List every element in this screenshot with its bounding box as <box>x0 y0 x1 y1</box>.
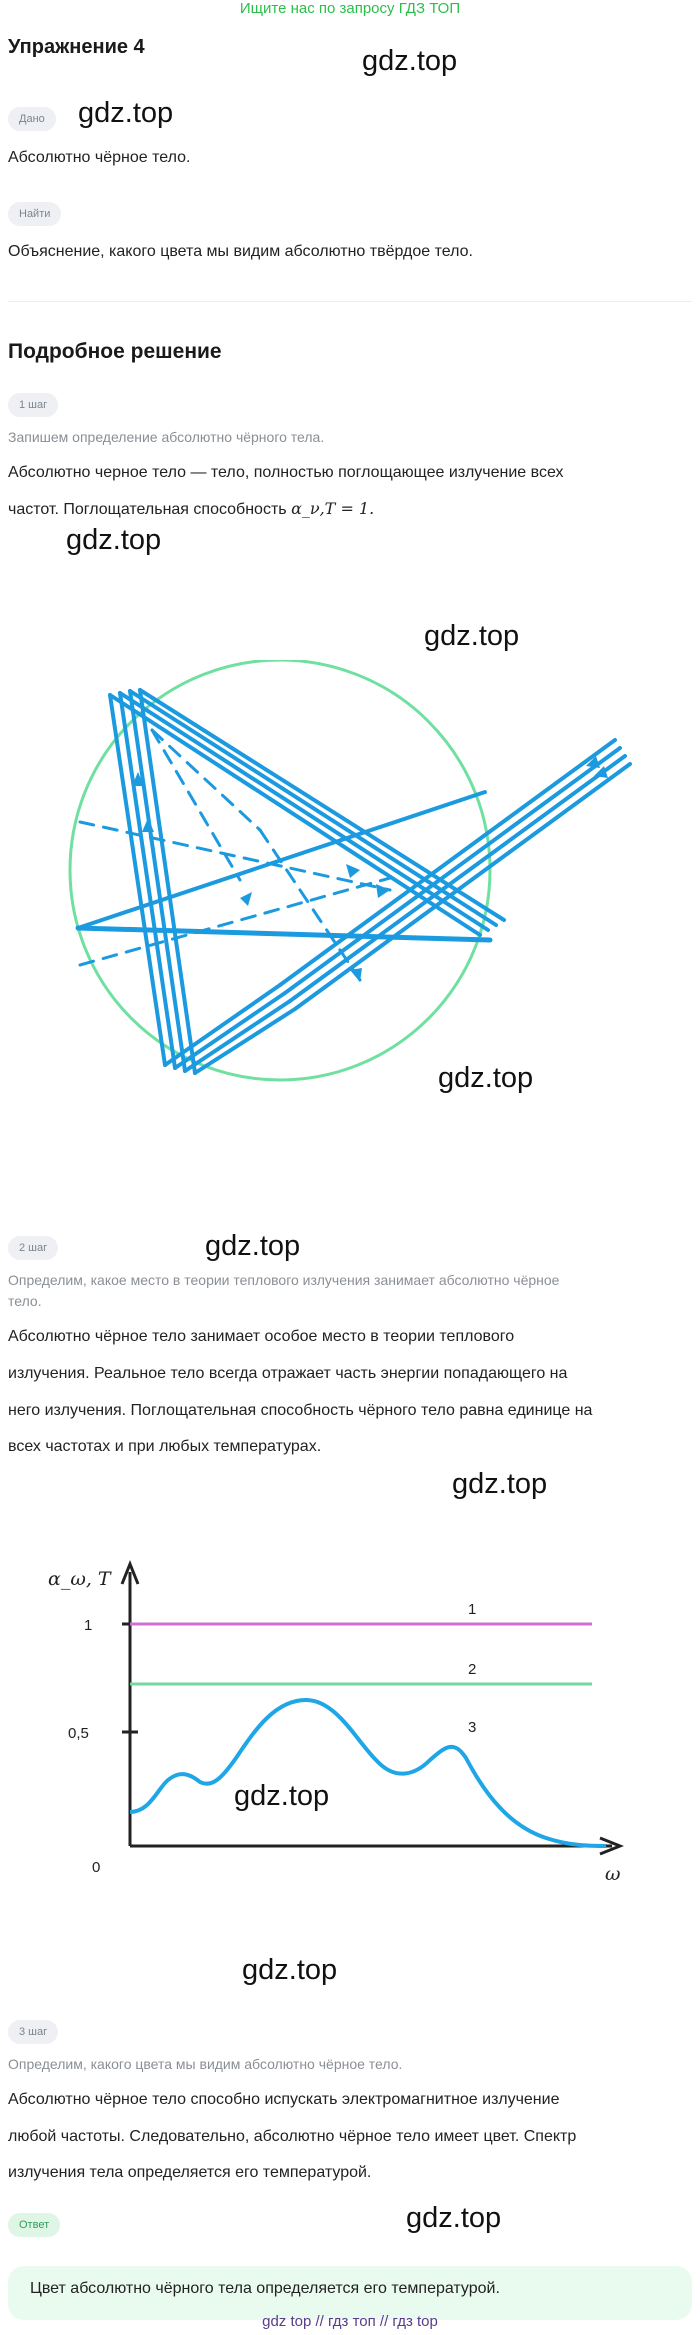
curve-3-label: 3 <box>468 1719 477 1736</box>
step-1-line-2-text: частот. Поглощательная способность <box>8 501 292 518</box>
step-1-tag: 1 шаг <box>8 393 58 417</box>
step-1-line-1: Абсолютно черное тело — тело, полностью поглощающее излучение всех <box>8 464 564 481</box>
step-3-line-2: любой частоты. Следовательно, абсолютно чёрное тело имеет цвет. Спектр <box>8 2128 577 2145</box>
curve-3-line <box>130 1700 606 1846</box>
answer-text: Цвет абсолютно чёрного тела определяется его температурой. <box>30 2280 500 2297</box>
watermark: gdz.top <box>424 620 520 652</box>
step-2-tag: 2 шаг <box>8 1236 58 1260</box>
graph-axes <box>122 1564 620 1854</box>
exercise-title: Упражнение 4 <box>8 36 145 58</box>
section-divider <box>8 301 692 302</box>
step-2-line-3: него излучения. Поглощательная способность чёрного тело равна единице на <box>8 1402 593 1419</box>
watermark: gdz.top <box>78 97 174 129</box>
watermark: gdz.top <box>452 1468 548 1500</box>
step-2-line-4: всех частотах и при любых температурах. <box>8 1438 322 1455</box>
absorptivity-graph <box>40 1550 640 1890</box>
watermark: gdz.top <box>438 1062 534 1094</box>
find-tag: Найти <box>8 202 61 226</box>
curve-1-label: 1 <box>468 1601 477 1618</box>
given-text: Абсолютно чёрное тело. <box>8 149 191 166</box>
solution-title: Подробное решение <box>8 340 222 363</box>
watermark: gdz.top <box>242 1954 338 1986</box>
watermark: gdz.top <box>362 45 458 77</box>
given-tag: Дано <box>8 107 56 131</box>
find-text: Объяснение, какого цвета мы видим абсолютно твёрдое тело. <box>8 243 473 260</box>
y-tick-05: 0,5 <box>68 1725 89 1742</box>
footer-links: gdz top // гдз топ // гдз top <box>262 2313 438 2330</box>
watermark: gdz.top <box>66 524 162 556</box>
step-3-tag: 3 шаг <box>8 2020 58 2044</box>
step-3-line-3: излучения тела определяется его температурой. <box>8 2164 372 2181</box>
origin-label: 0 <box>92 1859 101 1876</box>
answer-tag: Ответ <box>8 2213 60 2237</box>
step-3-summary: Определим, какого цвета мы видим абсолютно чёрное тело. <box>8 2056 403 2072</box>
watermark: gdz.top <box>205 1230 301 1262</box>
watermark: gdz.top <box>406 2202 502 2234</box>
watermark: gdz.top <box>234 1780 330 1812</box>
absorptivity-formula: α_ν,T = 1. <box>291 499 375 518</box>
step-2-summary-line-2: тело. <box>8 1293 42 1309</box>
blackbody-cavity-diagram <box>60 660 660 1100</box>
search-banner: Ищите нас по запросу ГДЗ ТОП <box>239 0 461 17</box>
step-2-summary-line-1: Определим, какое место в теории теплового излучения занимает абсолютно чёрное <box>8 1272 560 1288</box>
step-1-summary: Запишем определение абсолютно чёрного тела. <box>8 429 325 445</box>
light-rays <box>78 690 630 1073</box>
x-axis-label: ω <box>605 1863 621 1885</box>
y-axis-label: α_ω, T <box>48 1568 111 1590</box>
curve-2-label: 2 <box>468 1661 477 1678</box>
y-tick-1: 1 <box>84 1617 93 1634</box>
step-1-line-2 <box>8 490 374 528</box>
step-2-line-2: излучения. Реальное тело всегда отражает часть энергии попадающего на <box>8 1365 568 1382</box>
step-3-line-1: Абсолютно чёрное тело способно испускать электромагнитное излучение <box>8 2091 560 2108</box>
step-2-line-1: Абсолютно чёрное тело занимает особое место в теории теплового <box>8 1328 515 1345</box>
